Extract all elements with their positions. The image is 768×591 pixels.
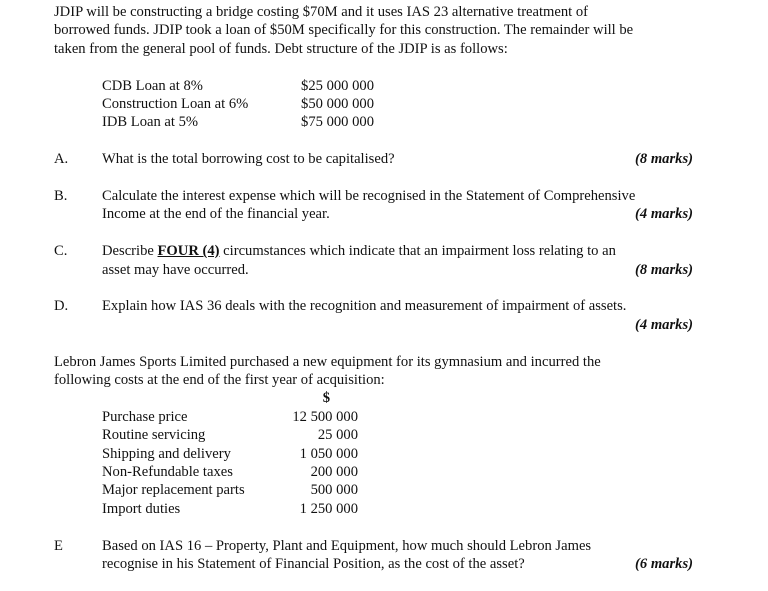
- loan-amount: $25 000 000: [301, 78, 374, 94]
- question-b-label: B.: [54, 188, 68, 204]
- loan-name: IDB Loan at 5%: [102, 114, 199, 130]
- question-c-label: C.: [54, 243, 68, 259]
- question-d-text: Explain how IAS 36 deals with the recognition and measurement of impairment of assets.: [102, 298, 627, 314]
- lebron-line-2: following costs at the end of the first year of acquisition:: [54, 372, 385, 388]
- cost-amount: 25 000: [317, 427, 358, 443]
- intro-line-1: JDIP will be constructing a bridge costing $70M and it uses IAS 23 alternative treatment of: [54, 4, 589, 20]
- question-a-marks: (8 marks): [635, 151, 693, 167]
- loan-name: CDB Loan at 8%: [102, 78, 203, 94]
- question-c-emphasis: FOUR (4): [157, 243, 220, 259]
- cost-amount: 1 250 000: [299, 501, 358, 517]
- cost-amount: 500 000: [310, 482, 358, 498]
- loan-amount: $50 000 000: [301, 96, 374, 112]
- question-e-line-2: recognise in his Statement of Financial Position, as the cost of the asset?: [102, 556, 525, 572]
- question-e-marks: (6 marks): [635, 556, 693, 572]
- currency-header: $: [322, 390, 330, 406]
- cost-item: Purchase price: [102, 409, 188, 425]
- loan-name: Construction Loan at 6%: [102, 96, 249, 112]
- cost-amount: 1 050 000: [299, 446, 358, 462]
- question-a-text: What is the total borrowing cost to be capitalised?: [102, 151, 395, 167]
- question-b-line-2: Income at the end of the financial year.: [102, 206, 330, 222]
- cost-amount: 12 500 000: [292, 409, 358, 425]
- question-d-label: D.: [54, 298, 69, 314]
- cost-item: Routine servicing: [102, 427, 206, 443]
- cost-item: Major replacement parts: [102, 482, 245, 498]
- cost-item: Non-Refundable taxes: [102, 464, 233, 480]
- question-c-line-1: [102, 242, 616, 260]
- question-c-pre: Describe: [102, 243, 158, 259]
- cost-item: Shipping and delivery: [102, 446, 231, 462]
- cost-amount: 200 000: [310, 464, 358, 480]
- question-c-line-2: asset may have occurred.: [102, 262, 249, 278]
- question-b-line-1: Calculate the interest expense which will be recognised in the Statement of Comprehensive: [102, 188, 636, 204]
- lebron-line-1: Lebron James Sports Limited purchased a new equipment for its gymnasium and incurred the: [54, 354, 601, 370]
- question-b-marks: (4 marks): [635, 206, 693, 222]
- intro-line-2: borrowed funds. JDIP took a loan of $50M specifically for this construction. The remainder will be: [54, 22, 634, 38]
- loan-amount: $75 000 000: [301, 114, 374, 130]
- intro-line-3: taken from the general pool of funds. Debt structure of the JDIP is as follows:: [54, 41, 508, 57]
- question-e-label: E: [54, 538, 63, 554]
- question-c-marks: (8 marks): [635, 262, 693, 278]
- question-a-label: A.: [54, 151, 69, 167]
- question-c-post: circumstances which indicate that an impairment loss relating to an: [219, 243, 616, 259]
- question-e-line-1: Based on IAS 16 – Property, Plant and Equipment, how much should Lebron James: [102, 538, 592, 554]
- question-d-marks: (4 marks): [635, 317, 693, 333]
- cost-item: Import duties: [102, 501, 181, 517]
